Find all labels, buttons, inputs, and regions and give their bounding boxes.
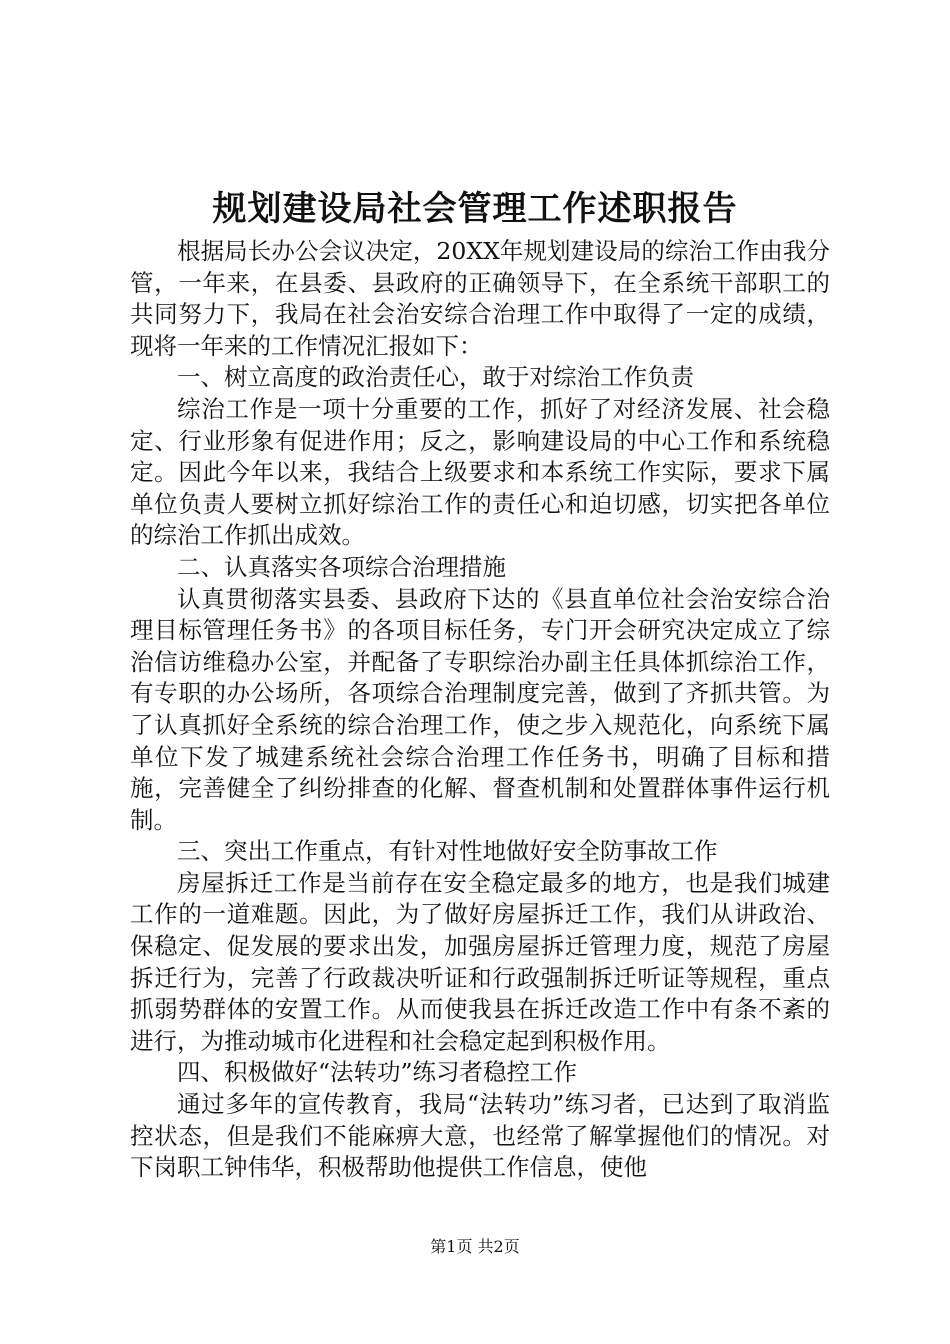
section-heading-1: 一、树立高度的政治责任心，敢于对综治工作负责	[177, 363, 694, 392]
section-heading-2: 二、认真落实各项综合治理措施	[177, 552, 506, 581]
section-heading-4: 四、积极做好“法转功”练习者稳控工作	[177, 1058, 578, 1087]
section-heading-3: 三、突出工作重点，有针对性地做好安全防事故工作	[177, 837, 718, 866]
paragraph-section-3: 房屋拆迁工作是当前存在安全稳定最多的地方，也是我们城建工作的一道难题。因此，为了做好房屋拆迁工作，我们从讲政治、保稳定、促发展的要求出发，加强房屋拆迁管理力度，规范了房屋拆迁行为，完善了行政裁决听证和行政强制拆迁听证等规程，重点抓弱势群体的安置工作。从而使我县在拆迁改造工作中有条不紊的进行，为推动城市化进程和社会稳定起到积极作用。	[130, 868, 830, 1055]
page-number-footer: 第1页 共2页	[430, 1237, 520, 1256]
paragraph-section-1: 综治工作是一项十分重要的工作，抓好了对经济发展、社会稳定、行业形象有促进作用；反之，影响建设局的中心工作和系统稳定。因此今年以来，我结合上级要求和本系统工作实际，要求下属单位负责人要树立抓好综治工作的责任心和迫切感，切实把各单位的综治工作抓出成效。	[130, 394, 830, 550]
paragraph-intro: 根据局长办公会议决定，20XX年规划建设局的综治工作由我分管，一年来，在县委、县政府的正确领导下，在全系统干部职工的共同努力下，我局在社会治安综合治理工作中取得了一定的成绩，现将一年来的工作情况汇报如下：	[130, 237, 830, 360]
paragraph-section-2: 认真贯彻落实县委、县政府下达的《县直单位社会治安综合治理目标管理任务书》的各项目标任务，专门开会研究决定成立了综治信访维稳办公室，并配备了专职综治办副主任具体抓综治工作，有专职的办公场所，各项综合治理制度完善，做到了齐抓共管。为了认真抓好全系统的综合治理工作，使之步入规范化，向系统下属单位下发了城建系统社会综合治理工作任务书，明确了目标和措施，完善健全了纠纷排查的化解、督查机制和处置群体事件运行机制。	[130, 584, 830, 834]
paragraph-section-4: 通过多年的宣传教育，我局“法转功”练习者，已达到了取消监控状态，但是我们不能麻痹大意，也经常了解掌握他们的情况。对下岗职工钟伟华，积极帮助他提供工作信息，使他	[130, 1090, 830, 1182]
document-body	[130, 236, 830, 1184]
document-title: 规划建设局社会管理工作述职报告	[212, 189, 738, 229]
